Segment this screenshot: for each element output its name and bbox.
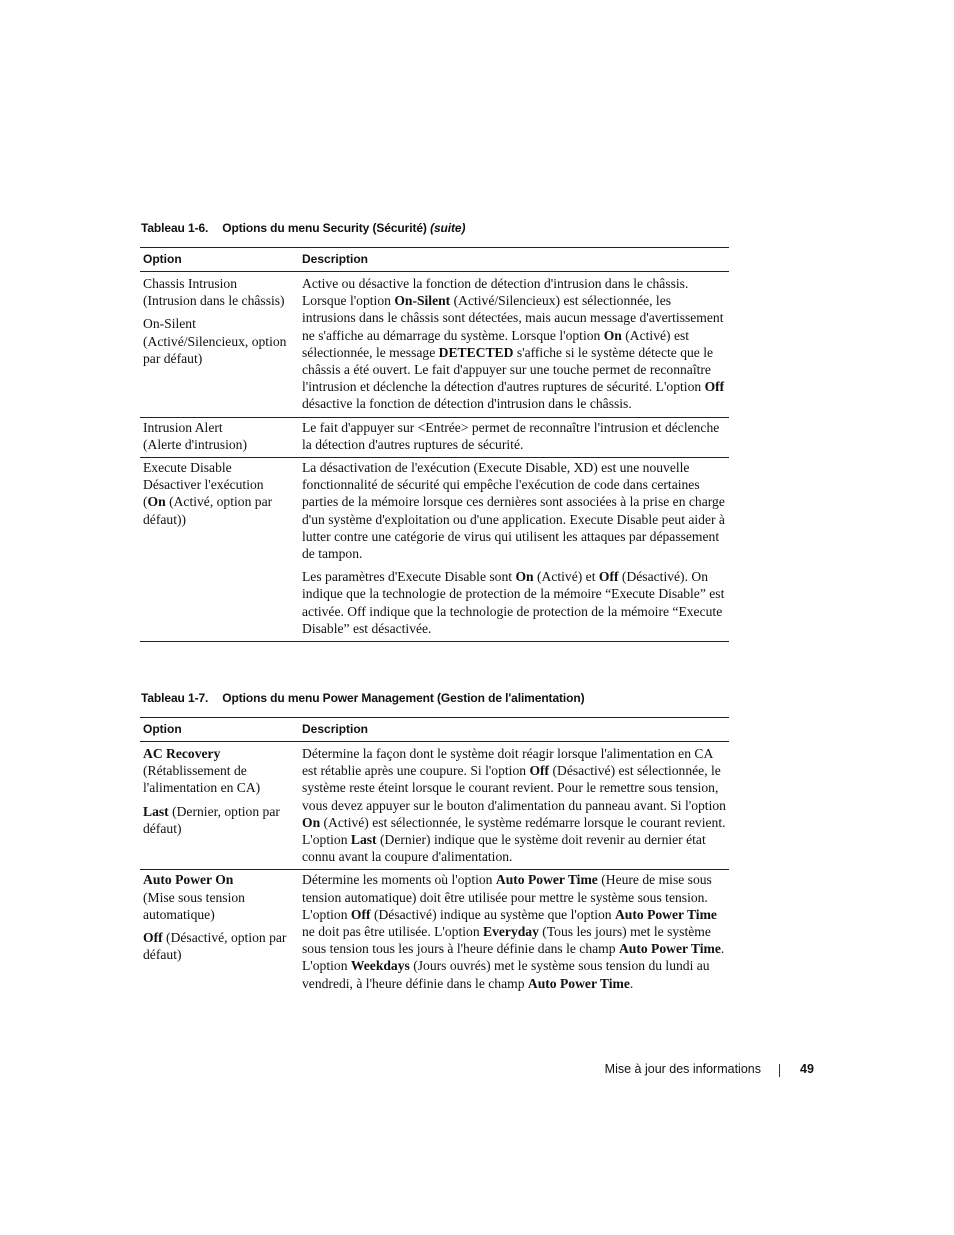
option-default-note: (Désactivé, option par défaut) xyxy=(143,930,287,963)
desc-text: Les paramètres d'Execute Disable sont xyxy=(302,569,516,585)
description-cell xyxy=(299,417,729,457)
option-cell xyxy=(140,417,299,457)
desc-text: (Tous les jours) met le système sous tension tous les jours à l'heure définie dans le champ xyxy=(302,924,711,957)
option-cell xyxy=(140,742,299,870)
desc-keyword: DETECTED xyxy=(438,344,514,360)
table-row xyxy=(140,458,729,642)
desc-text: (Activé) est sélectionnée, le système redémarre lorsque le courant revient. L'option xyxy=(302,814,726,848)
header-option: Option xyxy=(140,718,299,742)
option-cell xyxy=(140,272,299,418)
table-row xyxy=(140,272,729,418)
page-footer xyxy=(0,1062,954,1082)
desc-text: (Heure de mise sous tension automatique) doit être utilisée pour mettre le système sous tension. L'option xyxy=(302,872,712,922)
desc-keyword: Auto Power Time xyxy=(614,906,717,922)
table-6-number: Tableau 1-6. xyxy=(141,221,209,235)
table-row xyxy=(140,417,729,457)
footer-divider xyxy=(779,1064,780,1077)
option-translation: (Intrusion dans le châssis) xyxy=(143,293,285,309)
desc-text: La désactivation de l'exécution (Execute Disable, XD) est une nouvelle fonctionnalité de sécurité qui empêche l'exécution de code dans certaines parties de la mémoire lorsque ces dernières sont associées à la prise en charge d'un système d'exploitation ou d'une application. Execute Disable peut aider à lutter contre une catégorie de virus qui utilisent les attaques par dépassement de tampon. xyxy=(302,460,725,562)
table-header-row xyxy=(140,248,729,272)
desc-text: ne doit pas être utilisée. L'option xyxy=(302,924,484,940)
header-description: Description xyxy=(299,248,729,272)
desc-text: (Désactivé). On indique que la technologie de protection de la mémoire “Execute Disable” est activée. Off indique que la technologie de protection de la mémoire “Execute Disable” est désactivée. xyxy=(302,569,725,636)
option-default-name: Last xyxy=(143,803,169,819)
option-name: AC Recovery xyxy=(143,746,221,761)
table-6-caption xyxy=(141,221,465,235)
desc-keyword: Off xyxy=(350,906,371,922)
option-translation: (Alerte d'intrusion) xyxy=(143,436,247,452)
table-7-caption xyxy=(141,691,585,705)
option-translation: Désactiver l'exécution xyxy=(143,477,264,493)
desc-text: Détermine les moments où l'option xyxy=(302,872,496,888)
footer-section-title: Mise à jour des informations xyxy=(604,1062,761,1076)
option-name: Chassis Intrusion xyxy=(143,276,238,291)
desc-text: . xyxy=(629,975,634,991)
description-cell xyxy=(299,870,729,996)
desc-text: s'affiche si le système détecte que le châssis a été ouvert. Le fait d'appuyer sur une touche permet de reconnaître l'intrusion et déclenche la détection d'autres ruptures de sécurité. L'option xyxy=(302,344,714,395)
table-7-number: Tableau 1-7. xyxy=(141,691,209,705)
description-cell xyxy=(299,458,729,642)
desc-text: Le fait d'appuyer sur <Entrée> permet de reconnaître l'intrusion et déclenche la détection d'autres ruptures de sécurité. xyxy=(302,419,720,452)
desc-keyword: On xyxy=(515,569,534,585)
option-default-name: Off xyxy=(143,930,163,946)
option-default-note: (Activé/Silencieux, option par défaut) xyxy=(143,333,287,366)
desc-text: (Activé) et xyxy=(533,569,599,585)
page-number: 49 xyxy=(800,1062,814,1076)
desc-text: désactive la fonction de détection d'intrusion dans le châssis. xyxy=(302,396,632,412)
header-option: Option xyxy=(140,248,299,272)
option-translation: (Rétablissement de l'alimentation en CA) xyxy=(143,763,261,796)
desc-keyword: Auto Power Time xyxy=(527,975,630,991)
option-default-note: (Activé, option par défaut)) xyxy=(143,494,273,527)
desc-text: (Désactivé) indique au système que l'option xyxy=(370,906,615,922)
option-name: Intrusion Alert xyxy=(143,419,223,435)
desc-text: (Activé/Silencieux) est sélectionnée, les intrusions dans le châssis sont détectées, mais aucun message d'avertissement ne s'affiche au démarrage du système. Lorsque l'option xyxy=(302,293,724,343)
desc-keyword: Off xyxy=(529,763,550,779)
desc-text: (Dernier) indique que le système doit revenir au dernier état connu avant la coupure d'alimentation. xyxy=(302,832,706,865)
option-cell xyxy=(140,870,299,996)
table-6-title: Options du menu Security (Sécurité) xyxy=(222,221,427,235)
option-name: Execute Disable xyxy=(143,460,232,476)
description-cell xyxy=(299,272,729,418)
table-6-suffix: (suite) xyxy=(430,221,466,235)
option-cell xyxy=(140,458,299,642)
desc-text: (Activé) est sélectionnée, le message xyxy=(302,327,690,360)
header-description: Description xyxy=(299,718,729,742)
power-management-options-table xyxy=(140,717,729,996)
desc-keyword: Everyday xyxy=(483,924,539,940)
option-translation: (Mise sous tension automatique) xyxy=(143,889,245,922)
security-options-table xyxy=(140,247,729,642)
table-header-row xyxy=(140,718,729,742)
desc-text: Détermine la façon dont le système doit réagir lorsque l'alimentation en CA est rétablie après une coupure. Si l'option xyxy=(302,746,713,779)
option-default-note: (Dernier, option par défaut) xyxy=(143,803,280,836)
option-name: Auto Power On xyxy=(143,872,234,888)
desc-keyword: Auto Power Time xyxy=(495,872,598,888)
desc-keyword: Off xyxy=(704,379,725,395)
table-7-title: Options du menu Power Management (Gestion de l'alimentation) xyxy=(222,691,585,705)
desc-keyword: Auto Power Time xyxy=(618,941,721,957)
desc-keyword: Off xyxy=(598,569,619,585)
desc-keyword: On-Silent xyxy=(394,293,451,309)
desc-keyword: Weekdays xyxy=(350,958,410,974)
desc-text: . L'option xyxy=(302,941,725,974)
description-cell xyxy=(299,742,729,870)
desc-keyword: On xyxy=(302,814,321,830)
table-row xyxy=(140,870,729,996)
desc-text: (Jours ouvrés) met le système sous tension du lundi au vendredi, à l'heure définie dans le champ xyxy=(302,958,710,991)
option-default-note: ( xyxy=(143,494,148,510)
desc-keyword: Last xyxy=(350,832,377,848)
option-default-name: On xyxy=(147,494,166,510)
desc-text: (Désactivé) est sélectionnée, le système reste éteint lorsque le courant revient. Pour le remettre sous tension, vous devez appuyer sur le bouton d'alimentation du panneau avant. Si l'option xyxy=(302,763,726,813)
desc-keyword: On xyxy=(603,327,622,343)
option-default-name: On-Silent xyxy=(143,316,196,332)
table-row xyxy=(140,742,729,870)
desc-text: Active ou désactive la fonction de détection d'intrusion dans le châssis. Lorsque l'option xyxy=(302,276,689,309)
